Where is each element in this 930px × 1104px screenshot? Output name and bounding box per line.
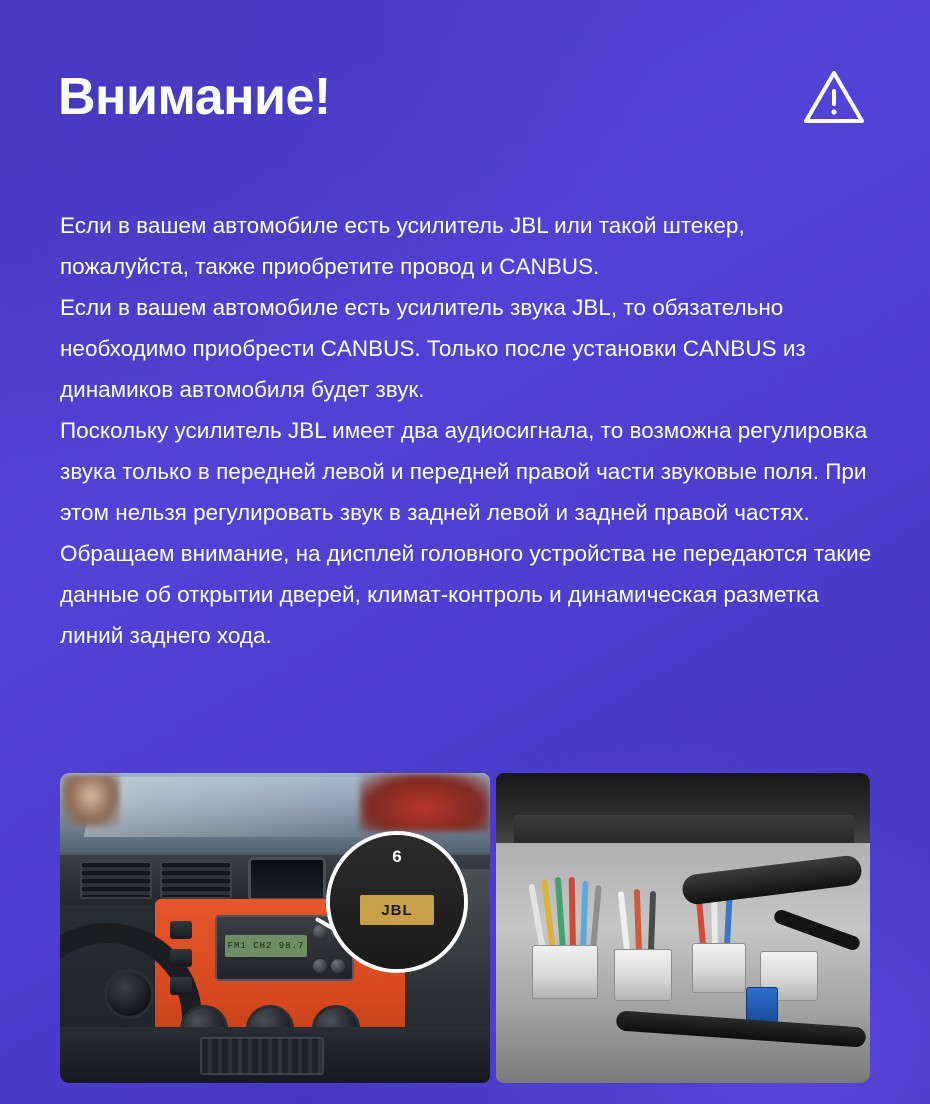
callout-number: 6 [392, 847, 402, 866]
dash-button-3 [170, 977, 192, 995]
air-vent-center [160, 861, 232, 899]
connector-2 [614, 949, 672, 1001]
jbl-badge-label: JBL [381, 901, 413, 919]
speaker-grille [200, 1037, 324, 1075]
background-person [62, 775, 120, 827]
radio-knob-1 [313, 925, 327, 939]
warning-body [60, 205, 878, 656]
paragraph-4: Обращаем внимание, на дисплей головного устройства не передаются такие данные об открытии дверей, климат-контроль и динамическая разметка линий заднего хода. [60, 541, 872, 648]
jbl-callout-circle [326, 831, 468, 973]
radio-knob-3 [313, 959, 327, 973]
background-vehicle [360, 773, 490, 831]
blue-connector [746, 987, 778, 1023]
connector-1 [532, 945, 598, 999]
lower-dashboard [60, 1027, 490, 1083]
car-dashboard-photo [60, 773, 490, 1083]
air-vent-left [80, 861, 152, 899]
connector-3 [692, 943, 746, 993]
paragraph-2: Если в вашем автомобиле есть усилитель звука JBL, то обязательно необходимо приобрести CANBUS. Только после установки CANBUS из динамиков автомобиля будет звук. [60, 295, 806, 402]
radio-display: FM1 CH2 98.7 [225, 935, 307, 957]
dash-button-1 [170, 921, 192, 939]
page-title: Внимание! [58, 68, 331, 126]
paragraph-1: Если в вашем автомобиле есть усилитель JBL или такой штекер, пожалуйста, также приобретите провод и CANBUS. [60, 213, 745, 279]
page-header [58, 52, 872, 142]
round-air-vent [104, 969, 154, 1019]
jbl-badge [360, 895, 434, 925]
dash-button-2 [170, 949, 192, 967]
photo-gallery [60, 773, 870, 1083]
info-display [248, 857, 326, 901]
paragraph-3: Поскольку усилитель JBL имеет два аудиосигнала, то возможна регулировка звука только в передней левой и передней правой части звуковые поля. При этом нельзя регулировать звук в задней левой и задней правой частях. [60, 418, 868, 525]
glass-glare [84, 777, 397, 837]
wiring-harness-photo [496, 773, 870, 1083]
wire-red [569, 877, 576, 951]
warning-triangle-icon [802, 65, 866, 129]
